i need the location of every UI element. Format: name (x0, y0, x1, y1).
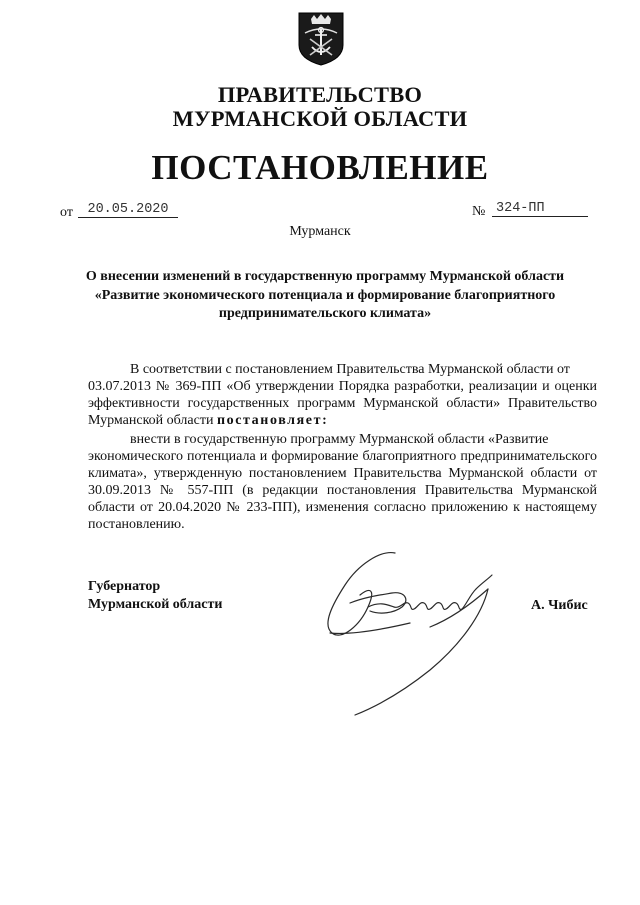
preamble-paragraph (88, 361, 597, 429)
document-date: 20.05.2020 (78, 202, 178, 218)
subject-line: О внесении изменений в государственную программу Мурманской области (85, 269, 565, 284)
org-name-line1: ПРАВИТЕЛЬСТВО (217, 82, 423, 107)
signatory-name: А. Чибис (531, 598, 588, 613)
subject-title (70, 268, 580, 324)
handwritten-signature (310, 545, 510, 720)
number-prefix: № (472, 204, 486, 219)
coat-of-arms-icon (297, 11, 345, 67)
subject-line: «Развитие экономического потенциала и формирование благоприятного (94, 287, 556, 303)
operative-paragraph (88, 431, 597, 533)
preamble-first-line: В соответствии с постановлением Правительства Мурманской области от (130, 362, 570, 377)
signatory-title-line1: Губернатор (88, 579, 161, 594)
resolves-word: постановляет: (216, 413, 329, 428)
operative-first-line: внести в государственную программу Мурманской области «Развитие (130, 432, 549, 447)
operative-text: экономического потенциала и формирование благоприятного предпринимательского климата», утвержденную постановлением Правительства Мурманской области от 30.09.2013 № 557-ПП (в редакции постановления Правительства Мурманской области от 20.04.2020 № 233-ПП), изменения согласно приложению к настоящему постановлению. (88, 449, 597, 532)
signatory-title-line2: Мурманской области (88, 597, 223, 612)
document-type: ПОСТАНОВЛЕНИЕ (151, 148, 489, 187)
org-name-line2: МУРМАНСКОЙ ОБЛАСТИ (172, 106, 468, 131)
document-number: 324-ПП (492, 201, 588, 217)
preamble-text: 03.07.2013 № 369-ПП «Об утверждении Порядка разработки, реализации и оценки эффективности государственных программ Мурманской области» Правительство Мурманской области (88, 379, 597, 428)
subject-line: предпринимательского климата» (218, 306, 432, 321)
date-prefix: от (60, 205, 73, 220)
city-name: Мурманск (289, 224, 351, 239)
